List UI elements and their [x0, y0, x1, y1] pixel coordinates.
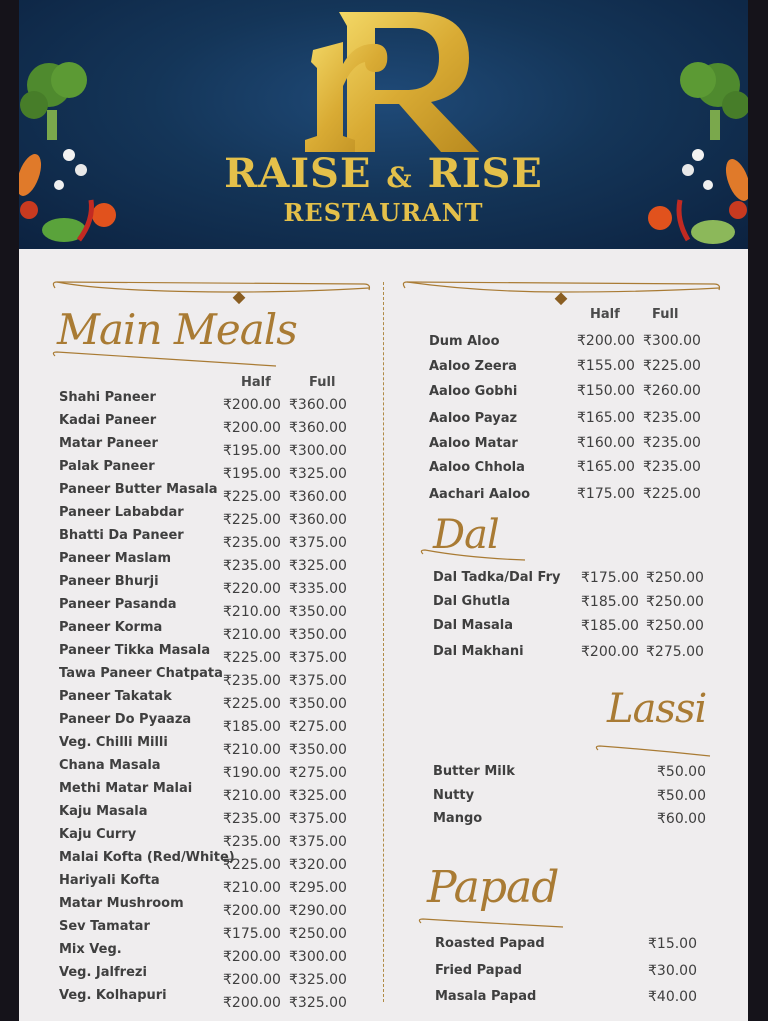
menu-item-name: Mix Veg. [59, 942, 122, 957]
papad-underline-icon [417, 915, 567, 931]
menu-item-name: Malai Kofta (Red/White) [59, 850, 235, 865]
menu-item-half-price: ₹190.00 [223, 765, 281, 781]
menu-item-full-price: ₹250.00 [646, 618, 704, 634]
lassi-title: Lassi [607, 686, 707, 732]
menu-item-half-price: ₹160.00 [577, 435, 635, 451]
menu-item-full-price: ₹320.00 [289, 857, 347, 873]
aaloo-half-header: Half [590, 307, 620, 322]
menu-item-price: ₹40.00 [648, 989, 697, 1005]
menu-item-half-price: ₹210.00 [223, 742, 281, 758]
menu-item-full-price: ₹325.00 [289, 466, 347, 482]
menu-item-name: Matar Mushroom [59, 896, 184, 911]
menu-item-name: Paneer Butter Masala [59, 482, 218, 497]
menu-item-half-price: ₹185.00 [581, 618, 639, 634]
menu-item-full-price: ₹275.00 [646, 644, 704, 660]
brand-word-rise: RISE [427, 150, 543, 197]
menu-item-name: Mango [433, 811, 483, 826]
menu-item-name: Paneer Lababdar [59, 505, 184, 520]
menu-item-full-price: ₹360.00 [289, 512, 347, 528]
menu-item-name: Paneer Maslam [59, 551, 171, 566]
menu-item-name: Sev Tamatar [59, 919, 150, 934]
menu-item-half-price: ₹165.00 [577, 410, 635, 426]
menu-item-half-price: ₹195.00 [223, 466, 281, 482]
menu-item-half-price: ₹155.00 [577, 358, 635, 374]
menu-item-name: Veg. Kolhapuri [59, 988, 167, 1003]
menu-item-name: Fried Papad [435, 963, 522, 978]
menu-item-half-price: ₹200.00 [581, 644, 639, 660]
menu-item-full-price: ₹350.00 [289, 604, 347, 620]
column-divider [383, 282, 384, 1002]
menu-item-full-price: ₹300.00 [289, 443, 347, 459]
menu-item-half-price: ₹185.00 [223, 719, 281, 735]
menu-item-half-price: ₹225.00 [223, 696, 281, 712]
menu-item-full-price: ₹350.00 [289, 742, 347, 758]
menu-item-half-price: ₹210.00 [223, 788, 281, 804]
menu-item-half-price: ₹225.00 [223, 512, 281, 528]
menu-item-half-price: ₹225.00 [223, 489, 281, 505]
menu-item-name: Masala Papad [435, 989, 537, 1004]
menu-item-name: Paneer Takatak [59, 689, 172, 704]
menu-item-full-price: ₹235.00 [643, 410, 701, 426]
menu-item-full-price: ₹360.00 [289, 397, 347, 413]
menu-page [19, 0, 748, 1021]
menu-item-name: Butter Milk [433, 764, 515, 779]
menu-item-name: Dal Masala [433, 618, 513, 633]
menu-item-half-price: ₹225.00 [223, 650, 281, 666]
menu-item-half-price: ₹225.00 [223, 857, 281, 873]
menu-item-half-price: ₹200.00 [223, 397, 281, 413]
flourish-right-icon [399, 278, 724, 308]
menu-item-half-price: ₹200.00 [223, 995, 281, 1011]
menu-item-name: Veg. Chilli Milli [59, 735, 168, 750]
menu-item-name: Dal Tadka/Dal Fry [433, 570, 561, 585]
menu-item-half-price: ₹150.00 [577, 383, 635, 399]
menu-item-price: ₹50.00 [657, 764, 706, 780]
menu-item-full-price: ₹235.00 [643, 435, 701, 451]
menu-item-full-price: ₹375.00 [289, 673, 347, 689]
menu-item-name: Dal Makhani [433, 644, 524, 659]
menu-item-name: Tawa Paneer Chatpata [59, 666, 223, 681]
menu-item-full-price: ₹295.00 [289, 880, 347, 896]
menu-item-full-price: ₹250.00 [289, 926, 347, 942]
menu-item-half-price: ₹210.00 [223, 880, 281, 896]
menu-item-full-price: ₹325.00 [289, 995, 347, 1011]
menu-item-name: Aaloo Payaz [429, 411, 518, 426]
menu-item-half-price: ₹185.00 [581, 594, 639, 610]
menu-item-price: ₹15.00 [648, 936, 697, 952]
menu-item-price: ₹60.00 [657, 811, 706, 827]
menu-item-name: Shahi Paneer [59, 390, 156, 405]
menu-item-full-price: ₹375.00 [289, 650, 347, 666]
main-half-header: Half [241, 375, 271, 390]
menu-item-full-price: ₹275.00 [289, 719, 347, 735]
menu-item-name: Veg. Jalfrezi [59, 965, 147, 980]
brand-word-raise: RAISE [224, 150, 372, 197]
menu-item-name: Paneer Do Pyaaza [59, 712, 192, 727]
menu-item-name: Aaloo Chhola [429, 460, 525, 475]
menu-item-name: Paneer Bhurji [59, 574, 159, 589]
menu-item-name: Hariyali Kofta [59, 873, 160, 888]
menu-item-name: Dum Aloo [429, 334, 500, 349]
menu-item-name: Paneer Tikka Masala [59, 643, 211, 658]
menu-item-full-price: ₹375.00 [289, 811, 347, 827]
menu-item-half-price: ₹235.00 [223, 811, 281, 827]
menu-item-name: Roasted Papad [435, 936, 545, 951]
main-meals-title: Main Meals [57, 305, 297, 354]
menu-item-price: ₹30.00 [648, 963, 697, 979]
menu-item-half-price: ₹200.00 [223, 949, 281, 965]
menu-item-half-price: ₹235.00 [223, 834, 281, 850]
brand-name [19, 150, 748, 197]
menu-item-half-price: ₹235.00 [223, 558, 281, 574]
menu-item-full-price: ₹300.00 [643, 333, 701, 349]
menu-item-name: Matar Paneer [59, 436, 158, 451]
menu-item-full-price: ₹325.00 [289, 558, 347, 574]
dal-title: Dal [433, 512, 499, 558]
menu-item-half-price: ₹220.00 [223, 581, 281, 597]
menu-item-full-price: ₹235.00 [643, 459, 701, 475]
papad-title: Papad [427, 862, 559, 913]
menu-item-price: ₹50.00 [657, 788, 706, 804]
menu-item-half-price: ₹175.00 [577, 486, 635, 502]
lassi-underline-icon [594, 742, 714, 758]
menu-item-half-price: ₹235.00 [223, 673, 281, 689]
menu-item-half-price: ₹200.00 [223, 420, 281, 436]
menu-item-half-price: ₹235.00 [223, 535, 281, 551]
menu-item-name: Kaju Curry [59, 827, 137, 842]
aaloo-full-header: Full [652, 307, 679, 322]
menu-item-full-price: ₹250.00 [646, 594, 704, 610]
menu-item-name: Bhatti Da Paneer [59, 528, 184, 543]
menu-item-full-price: ₹360.00 [289, 420, 347, 436]
menu-item-full-price: ₹250.00 [646, 570, 704, 586]
menu-item-name: Nutty [433, 788, 475, 803]
menu-item-full-price: ₹325.00 [289, 788, 347, 804]
menu-item-half-price: ₹175.00 [223, 926, 281, 942]
dal-underline-icon [419, 548, 529, 564]
flourish-left-icon [49, 278, 374, 308]
menu-item-half-price: ₹210.00 [223, 604, 281, 620]
menu-item-name: Kadai Paneer [59, 413, 157, 428]
menu-item-name: Paneer Korma [59, 620, 163, 635]
menu-item-half-price: ₹200.00 [223, 903, 281, 919]
menu-item-full-price: ₹225.00 [643, 358, 701, 374]
menu-item-full-price: ₹225.00 [643, 486, 701, 502]
menu-item-half-price: ₹210.00 [223, 627, 281, 643]
menu-item-full-price: ₹290.00 [289, 903, 347, 919]
menu-item-half-price: ₹200.00 [577, 333, 635, 349]
brand-ampersand: & [386, 161, 413, 194]
menu-item-full-price: ₹275.00 [289, 765, 347, 781]
menu-item-full-price: ₹350.00 [289, 696, 347, 712]
menu-item-full-price: ₹325.00 [289, 972, 347, 988]
brand-subtitle: RESTAURANT [283, 198, 484, 227]
menu-item-full-price: ₹375.00 [289, 834, 347, 850]
menu-item-half-price: ₹165.00 [577, 459, 635, 475]
menu-item-name: Kaju Masala [59, 804, 148, 819]
menu-item-name: Dal Ghutla [433, 594, 511, 609]
logo-icon [291, 6, 481, 156]
menu-item-name: Methi Matar Malai [59, 781, 193, 796]
menu-item-full-price: ₹260.00 [643, 383, 701, 399]
main-meals-underline-icon [51, 350, 281, 370]
menu-item-full-price: ₹360.00 [289, 489, 347, 505]
menu-item-name: Aaloo Matar [429, 436, 518, 451]
menu-item-full-price: ₹375.00 [289, 535, 347, 551]
menu-item-name: Aaloo Zeera [429, 359, 517, 374]
menu-item-half-price: ₹200.00 [223, 972, 281, 988]
menu-item-name: Chana Masala [59, 758, 161, 773]
menu-header [19, 0, 748, 249]
menu-item-full-price: ₹350.00 [289, 627, 347, 643]
menu-item-half-price: ₹175.00 [581, 570, 639, 586]
menu-item-half-price: ₹195.00 [223, 443, 281, 459]
main-full-header: Full [309, 375, 336, 390]
menu-item-name: Aachari Aaloo [429, 487, 531, 502]
menu-item-name: Aaloo Gobhi [429, 384, 518, 399]
menu-item-name: Palak Paneer [59, 459, 155, 474]
menu-item-name: Paneer Pasanda [59, 597, 177, 612]
menu-item-full-price: ₹335.00 [289, 581, 347, 597]
menu-item-full-price: ₹300.00 [289, 949, 347, 965]
